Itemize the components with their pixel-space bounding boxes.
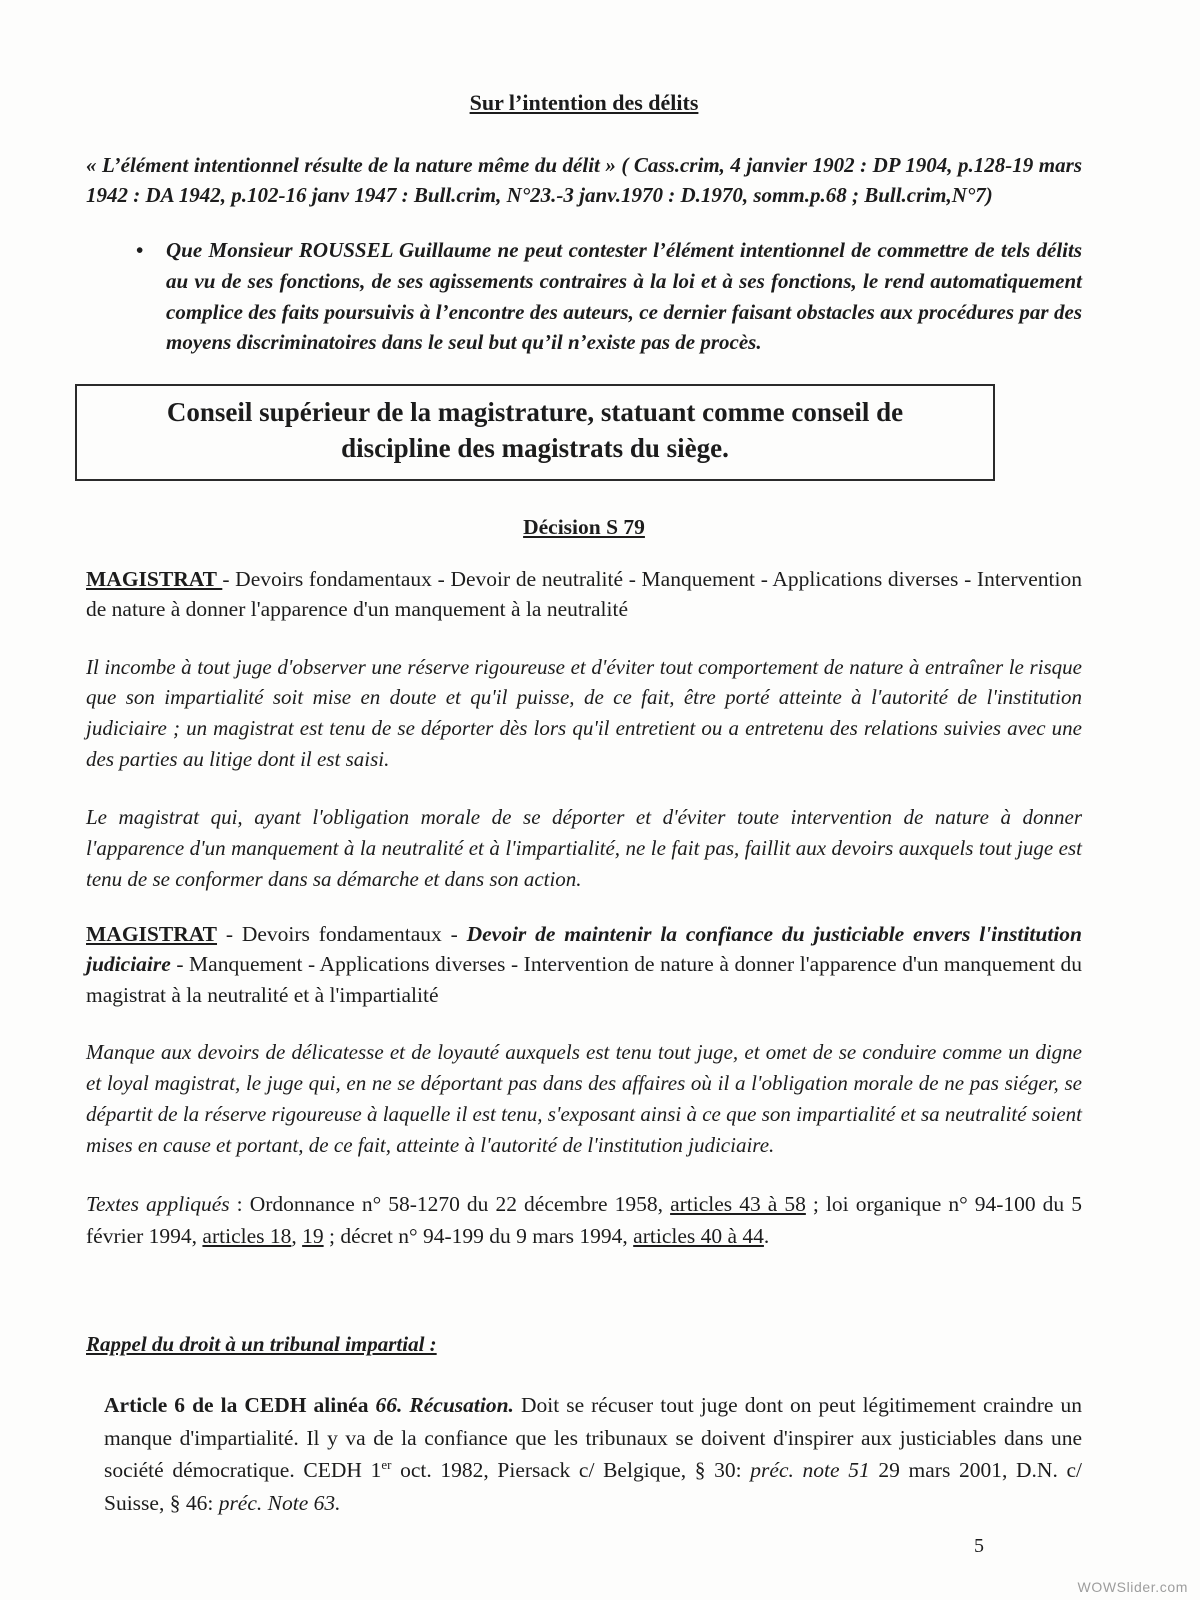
magistrat-keywords-2-seg2: - Manquement - Applications diverses - Intervention de nature à donner l'apparence d'un manquement du magistrat à la neutralité et à l'impartialité [86,952,1082,1007]
page-number: 5 [974,1535,984,1557]
article6-lead: Article 6 de la CEDH alinéa [104,1393,376,1418]
article6-citation-1: préc. note 51 [750,1458,870,1483]
articles-43-58-reference: articles 43 à 58 [670,1191,806,1216]
magistrat-keywords-1-rest: - Devoirs fondamentaux - Devoir de neutralité - Manquement - Applications diverses - Intervention de nature à donner l'apparence d'un manquement à la neutralité [86,566,1082,622]
applied-texts-seg2: ; loi organique n° 94-100 du 5 février 1994, [86,1191,1082,1248]
boxed-heading-text: Conseil supérieur de la magistrature, statuant comme conseil de discipline des magistrats du siège. [166,397,904,463]
article-19-reference: 19 [302,1223,324,1248]
article6-seg2: oct. 1982, Piersack c/ Belgique, § 30: [391,1458,751,1483]
page-title: Sur l’intention des délits [469,90,699,115]
applied-texts-paragraph [86,1188,1082,1253]
magistrat-keywords-1 [86,564,1082,625]
applied-texts-label: Textes appliqués [86,1191,230,1216]
applied-texts-seg4: ; décret n° 94-199 du 9 mars 1994, [323,1223,634,1248]
applied-texts-seg5: . [763,1223,770,1248]
rappel-heading: Rappel du droit à un tribunal impartial : [86,1332,437,1357]
article6-lead-italic: 66. Récusation. [375,1393,514,1418]
article6-superscript: er [381,1457,392,1473]
holding-paragraph-1: Il incombe à tout juge d'observer une réserve rigoureuse et d'éviter tout comportement de nature à entraîner le risque que son impartialité soit mise en doute et qu'il puisse, de ce fait, être porté atteinte à l'autorité de l'institution judiciaire ; un magistrat est tenu de se déporter dès lors qu'il entretient ou a entretenu des relations suivies avec une des parties au litige dont il est saisi. [86,654,1082,772]
bullet-item [136,235,1082,358]
articles-18-reference: articles 18 [202,1223,292,1248]
magistrat-keywords-2-emphasis: Devoir de maintenir la confiance du justiciable envers l'institution judiciaire [86,921,1082,977]
applied-texts-seg3: , [291,1223,303,1248]
magistrat-keywords-2-seg1: - Devoirs fondamentaux - [217,921,467,946]
applied-texts-seg1: : Ordonnance n° 58-1270 du 22 décembre 1958, [229,1191,671,1216]
article6-seg3: 29 mars 2001, D.N. c/ Suisse, § 46: [104,1458,1082,1516]
bullet-text: Que Monsieur ROUSSEL Guillaume ne peut contester l’élément intentionnel de commettre de tels délits au vu de ses fonctions, de ses agissements contraires à la loi et à ses fonctions, le rend automatiquement complice des faits poursuivis à l’encontre des auteurs, ce dernier faisant obstacles aux procédures par des moyens discriminatoires dans le seul but qu’il n’existe pas de procès. [166,237,1082,355]
article6-seg1: Doit se récuser tout juge dont on peut légitimement craindre un manque d'impartialité. Il y va de la confiance que les tribunaux se doivent d'inspirer aux justiciables dans une société démocratique. CEDH 1 [104,1393,1082,1483]
boxed-heading [75,384,995,480]
decision-heading [86,515,1082,540]
bullet-icon: • [136,237,144,262]
magistrat-keywords-2 [86,919,1082,1011]
article6-paragraph [104,1389,1082,1520]
decision-heading-text: Décision S 79 [523,514,645,539]
watermark: WOWSlider.com [1077,1579,1188,1595]
holding-paragraph-2: Le magistrat qui, ayant l'obligation morale de se déporter et d'éviter toute intervention de nature à donner l'apparence d'un manquement à la neutralité et à l'impartialité, ne le fait pas, faillit aux devoirs auxquels tout juge est tenu de se conformer dans sa démarche et dans son action. [86,805,1082,891]
holding-paragraph-3: Manque aux devoirs de délicatesse et de loyauté auxquels est tenu tout juge, et omet de se conduire comme un digne et loyal magistrat, le juge qui, en ne se déportant pas dans des affaires où il a l'obligation morale de ne pas siéger, se départit de la réserve rigoureuse à laquelle il est tenu, s'exposant ainsi à ce que son impartialité et sa neutralité soient mises en cause et portant, de ce fait, atteinte à l'autorité de l'institution judiciaire. [86,1040,1082,1157]
article6-citation-2: préc. Note 63. [218,1491,341,1516]
magistrat-term-2: MAGISTRAT [86,921,218,946]
magistrat-term-1: MAGISTRAT [86,566,223,591]
articles-40-44-reference: articles 40 à 44 [633,1223,764,1248]
quote-paragraph: « L’élément intentionnel résulte de la nature même du délit » ( Cass.crim, 4 janvier 1902 : DP 1904, p.128-19 mars 1942 : DA 1942, p.102-16 janv 1947 : Bull.crim, N°23.-3 janv.1970 : D.1970, somm.p.68 ; Bull.crim,N°7) [86,153,1082,208]
